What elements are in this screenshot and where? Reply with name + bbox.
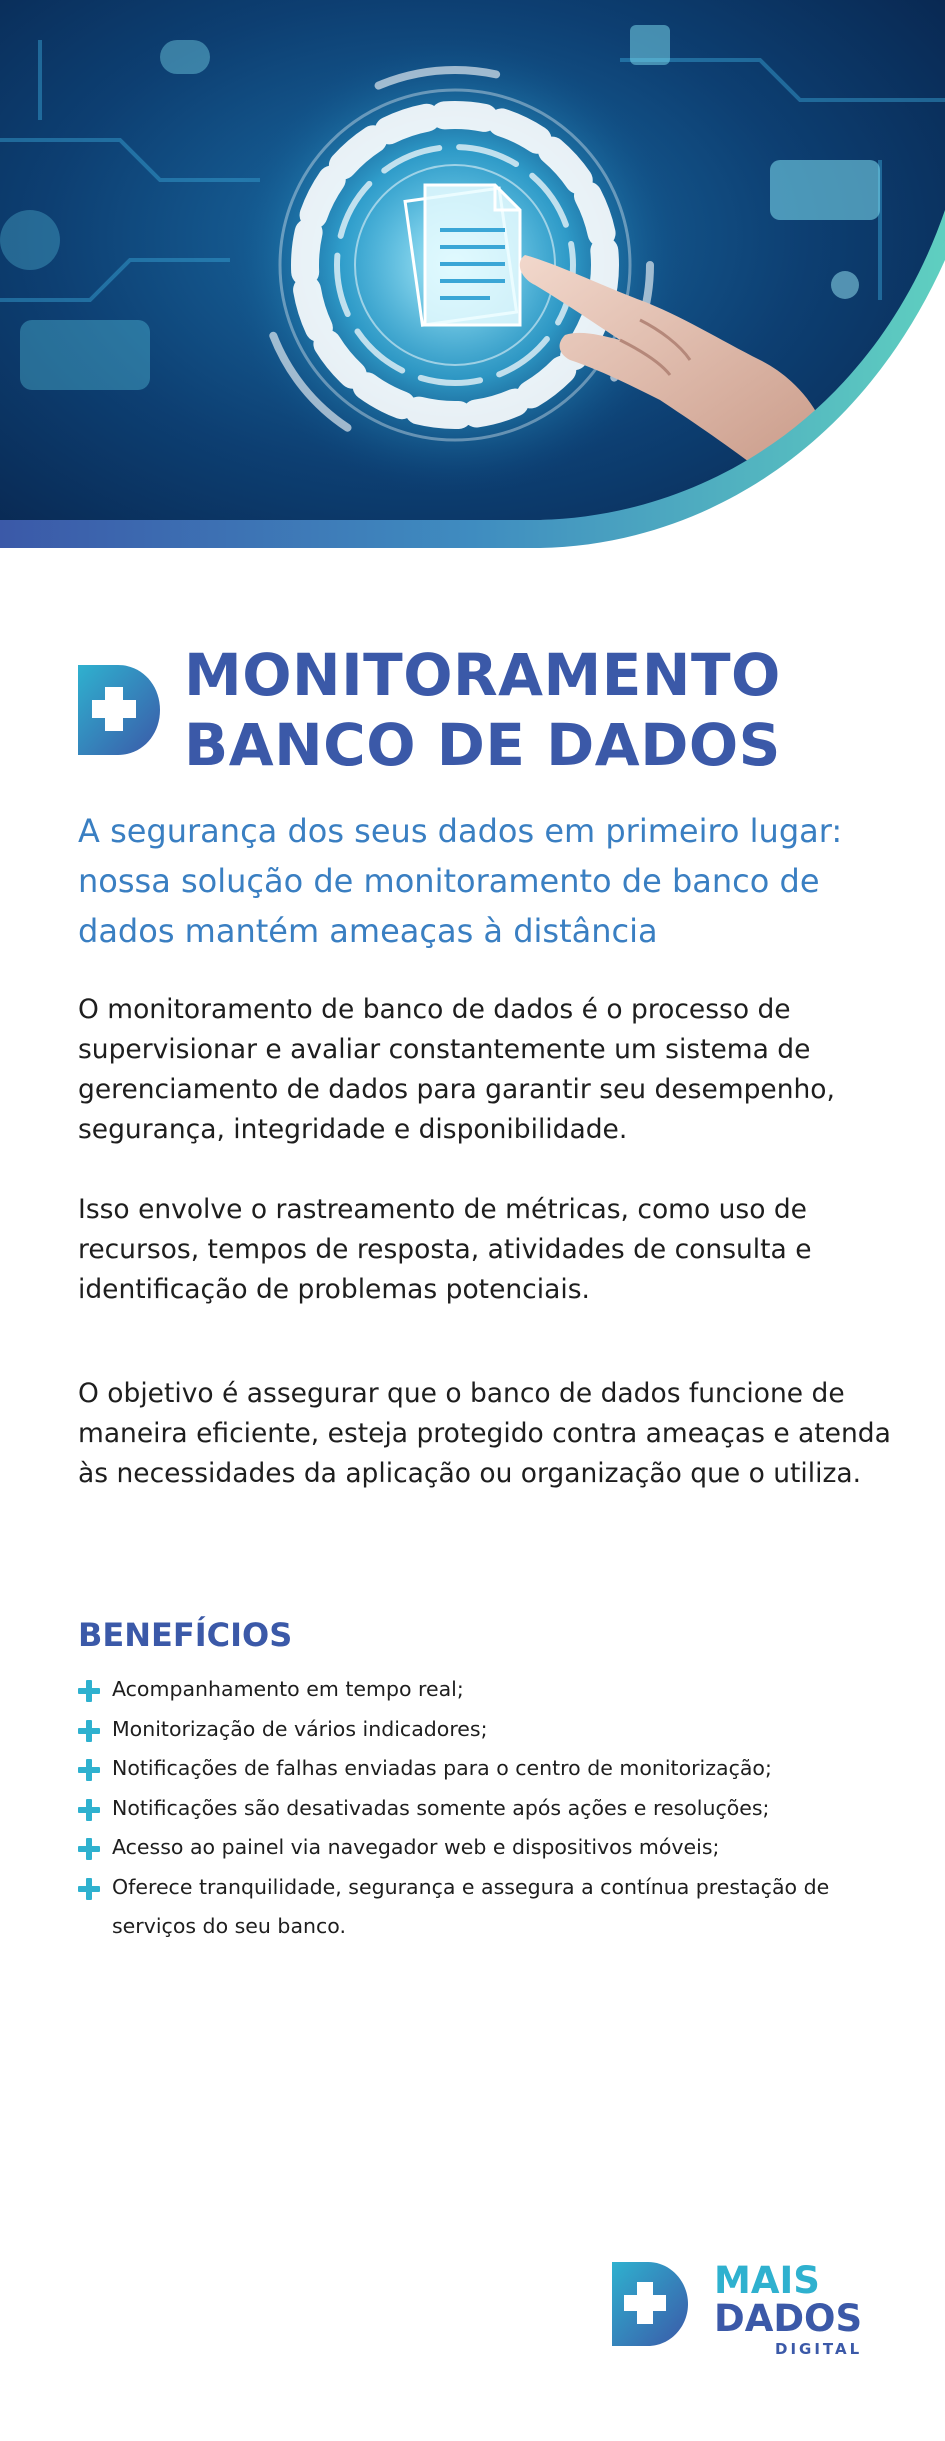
title-line-1: MONITORAMENTO: [184, 641, 781, 709]
paragraph-3: O objetivo é assegurar que o banco de dados funcione de maneira eficiente, esteja protegido contra ameaças e atenda às necessidades da aplicação ou organização que o utiliza.: [78, 1378, 891, 1489]
hero-image: [0, 0, 945, 592]
plus-icon: [78, 1838, 100, 1860]
list-item: [78, 1789, 898, 1829]
brand-digital: DIGITAL: [775, 2340, 863, 2358]
benefits-title: BENEFÍCIOS: [78, 1616, 293, 1654]
plus-icon: [78, 1878, 100, 1900]
benefits-list: [78, 1670, 898, 1947]
page-title: [184, 640, 781, 780]
subtitle: A segurança dos seus dados em primeiro lugar: nossa solução de monitoramento de banco de dados mantém ameaças à distância: [78, 812, 843, 950]
plus-icon: [78, 1720, 100, 1742]
title-line-2: BANCO DE DADOS: [184, 711, 781, 779]
plus-icon: [78, 1799, 100, 1821]
list-item: [78, 1828, 898, 1868]
benefit-text: Monitorização de vários indicadores;: [112, 1716, 488, 1741]
benefit-text: Acesso ao painel via navegador web e dispositivos móveis;: [112, 1835, 720, 1859]
plus-icon: [78, 1680, 100, 1702]
benefit-text: Acompanhamento em tempo real;: [112, 1677, 464, 1701]
benefit-text: Notificações de falhas enviadas para o centro de monitorização;: [112, 1756, 772, 1780]
footer-logo: [612, 2259, 863, 2358]
brand-dados: DADOS: [714, 2297, 863, 2340]
list-item: [78, 1749, 898, 1789]
brand-mais: MAIS: [714, 2259, 820, 2302]
list-item: [78, 1868, 898, 1947]
paragraph-1: O monitoramento de banco de dados é o processo de supervisionar e avaliar constantemente um sistema de gerenciamento de dados para garantir seu desempenho, segurança, integridade e disponibilidade.: [78, 994, 835, 1145]
list-item: [78, 1670, 898, 1710]
brand-logo-icon: [612, 2262, 688, 2346]
benefit-text: Oferece tranquilidade, segurança e assegura a contínua prestação de serviços do seu banco.: [112, 1874, 830, 1938]
plus-icon: [78, 1759, 100, 1781]
title-block: [78, 640, 781, 780]
brand-wordmark: [714, 2259, 863, 2358]
benefit-text: Notificações são desativadas somente após ações e resoluções;: [112, 1795, 770, 1820]
brand-d-plus-icon: [78, 665, 160, 755]
paragraph-2: Isso envolve o rastreamento de métricas, como uso de recursos, tempos de resposta, atividades de consulta e identificação de problemas potenciais.: [78, 1194, 812, 1305]
list-item: [78, 1710, 898, 1750]
